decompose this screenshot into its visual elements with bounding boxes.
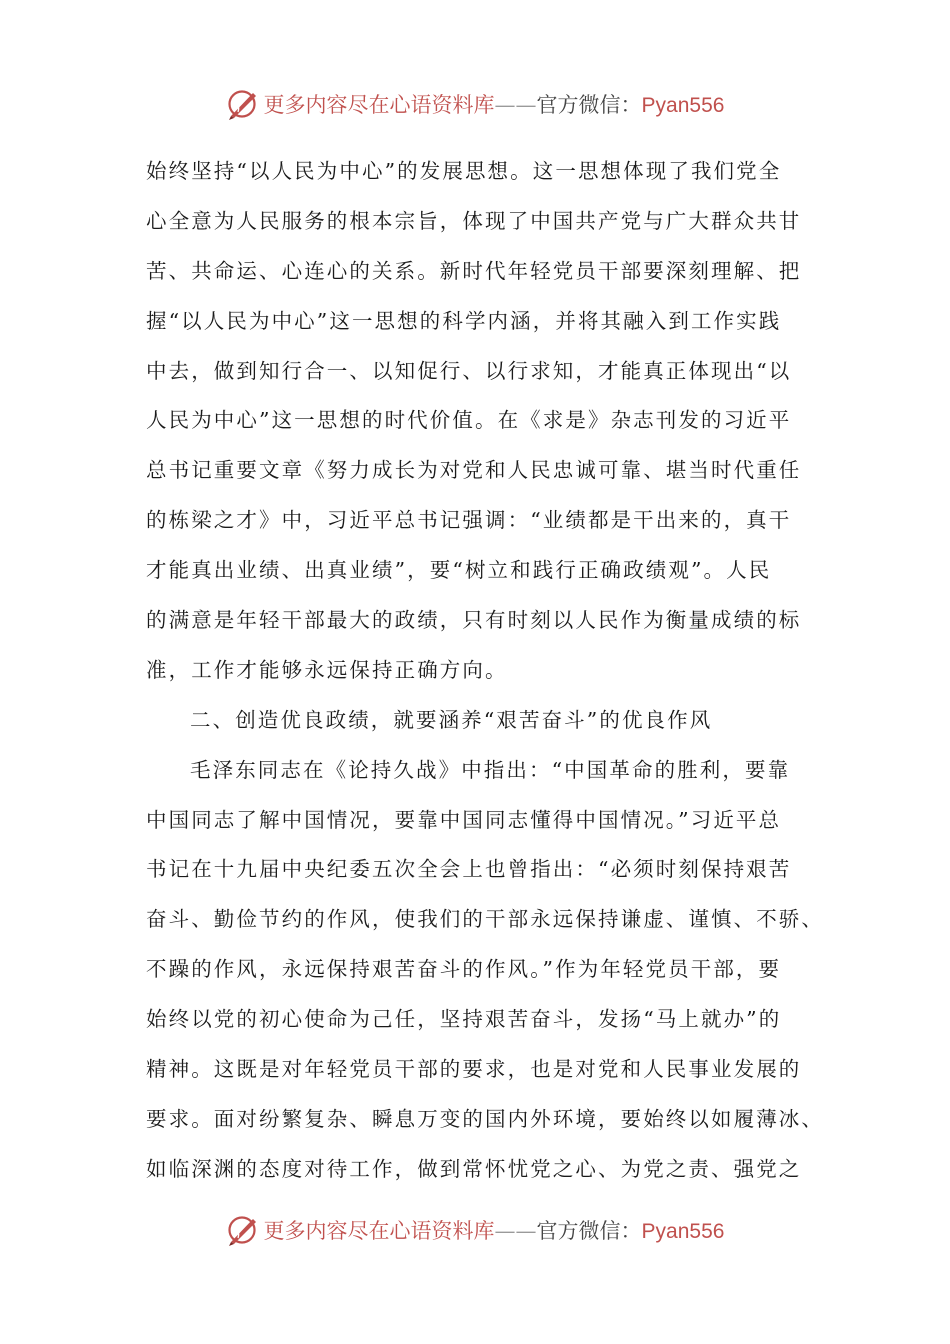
body-line: 中国同志了解中国情况，要靠中国同志懂得中国情况。”习近平总 (146, 807, 782, 832)
body-line: 人民为中心”这一思想的时代价值。在《求是》杂志刊发的习近平 (146, 408, 792, 433)
pen-logo-icon (226, 1213, 260, 1247)
body-line: 中去，做到知行合一、以知促行、以行求知，才能真正体现出“以 (146, 358, 792, 383)
body-line: 要求。面对纷繁复杂、瞬息万变的国内外环境，要始终以如履薄冰、 (146, 1106, 824, 1131)
document-body (146, 147, 822, 1195)
body-line: 如临深渊的态度对待工作，做到常怀忧党之心、为党之责、强党之 (146, 1156, 802, 1181)
header-banner-slogan: 更多内容尽在心语资料库 (263, 93, 495, 117)
header-wechat-label: 官方微信： (536, 93, 642, 117)
header-wechat-id: Pyan556 (641, 94, 725, 117)
body-line: 始终以党的初心使命为己任，坚持艰苦奋斗，发扬“马上就办”的 (146, 1007, 782, 1032)
header-banner (0, 82, 950, 126)
body-line: 心全意为人民服务的根本宗旨，体现了中国共产党与广大群众共甘 (146, 208, 802, 233)
body-line: 始终坚持“以人民为中心”的发展思想。这一思想体现了我们党全 (146, 159, 782, 183)
body-line: 苦、共命运、心连心的关系。新时代年轻党员干部要深刻理解、把 (146, 258, 802, 283)
body-line: 总书记重要文章《努力成长为对党和人民忠诚可靠、堪当时代重任 (146, 458, 802, 483)
header-banner-text (264, 89, 725, 119)
body-line: 书记在十九届中央纪委五次全会上也曾指出：“必须时刻保持艰苦 (146, 857, 792, 882)
footer-wechat-label: 官方微信： (536, 1219, 642, 1243)
footer-wechat-id: Pyan556 (641, 1220, 725, 1243)
footer-banner (0, 1208, 950, 1252)
footer-banner-dash: —— (494, 1219, 537, 1243)
footer-banner-slogan: 更多内容尽在心语资料库 (263, 1219, 495, 1243)
header-banner-dash: —— (494, 93, 537, 117)
body-line: 才能真出业绩、出真业绩”，要“树立和践行正确政绩观”。人民 (146, 558, 772, 583)
body-line: 的栋梁之才》中，习近平总书记强调：“业绩都是干出来的，真干 (146, 508, 792, 533)
body-line: 准，工作才能够永远保持正确方向。 (146, 657, 508, 682)
body-line: 不躁的作风，永远保持艰苦奋斗的作风。”作为年轻党员干部，要 (146, 957, 782, 982)
body-line: 的满意是年轻干部最大的政绩，只有时刻以人民作为衡量成绩的标 (146, 608, 802, 633)
body-line: 握“以人民为中心”这一思想的科学内涵，并将其融入到工作实践 (146, 308, 782, 333)
section-heading: 二、创造优良政绩，就要涵养“艰苦奋斗”的优良作风 (190, 707, 713, 732)
body-line: 奋斗、勤俭节约的作风，使我们的干部永远保持谦虚、谨慎、不骄、 (146, 907, 824, 932)
body-line: 精神。这既是对年轻党员干部的要求，也是对党和人民事业发展的 (146, 1057, 802, 1082)
paragraph-first-line: 毛泽东同志在《论持久战》中指出：“中国革命的胜利，要靠 (190, 757, 791, 782)
pen-logo-icon (226, 87, 260, 121)
footer-banner-text (264, 1215, 725, 1245)
